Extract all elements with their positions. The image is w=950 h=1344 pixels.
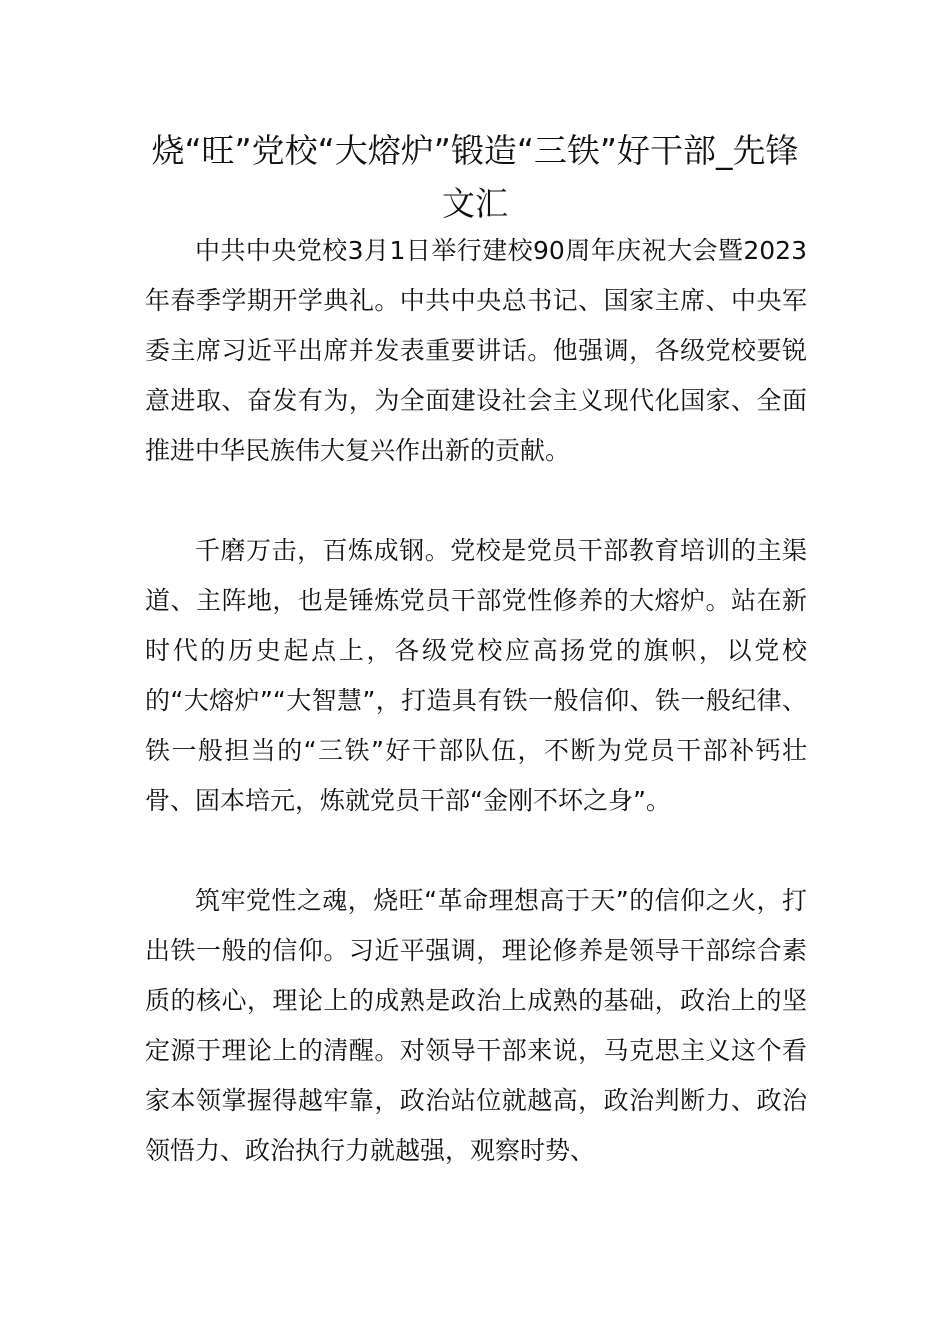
- paragraph-3: 筑牢党性之魂，烧旺“革命理想高于天”的信仰之火，打出铁一般的信仰。习近平强调，理论修养是领导干部综合素质的核心，理论上的成熟是政治上成熟的基础，政治上的坚定源于理论上的清醒。对领导干部来说，马克思主义这个看家本领掌握得越牢靠，政治站位就越高，政治判断力、政治领悟力、政治执行力就越强，观察时势、: [145, 886, 807, 1165]
- paragraph-spacer: [145, 826, 807, 876]
- paragraph-1: 中共中央党校3月1日举行建校90周年庆祝大会暨2023年春季学期开学典礼。中共中央总书记、国家主席、中央军委主席习近平出席并发表重要讲话。他强调，各级党校要锐意进取、奋发有为，为全面建设社会主义现代化国家、全面推进中华民族伟大复兴作出新的贡献。: [145, 236, 807, 465]
- paragraph-2: 千磨万击，百炼成钢。党校是党员干部教育培训的主渠道、主阵地，也是锤炼党员干部党性修养的大熔炉。站在新时代的历史起点上，各级党校应高扬党的旗帜，以党校的“大熔炉”“大智慧”，打造具有铁一般信仰、铁一般纪律、铁一般担当的“三铁”好干部队伍，不断为党员干部补钙壮骨、固本培元，炼就党员干部“金刚不坏之身”。: [145, 536, 807, 815]
- document-body: [145, 226, 807, 1176]
- paragraph-spacer: [145, 476, 807, 526]
- document-title: 烧“旺”党校“大熔炉”锻造“三铁”好干部_先锋文汇: [151, 131, 799, 223]
